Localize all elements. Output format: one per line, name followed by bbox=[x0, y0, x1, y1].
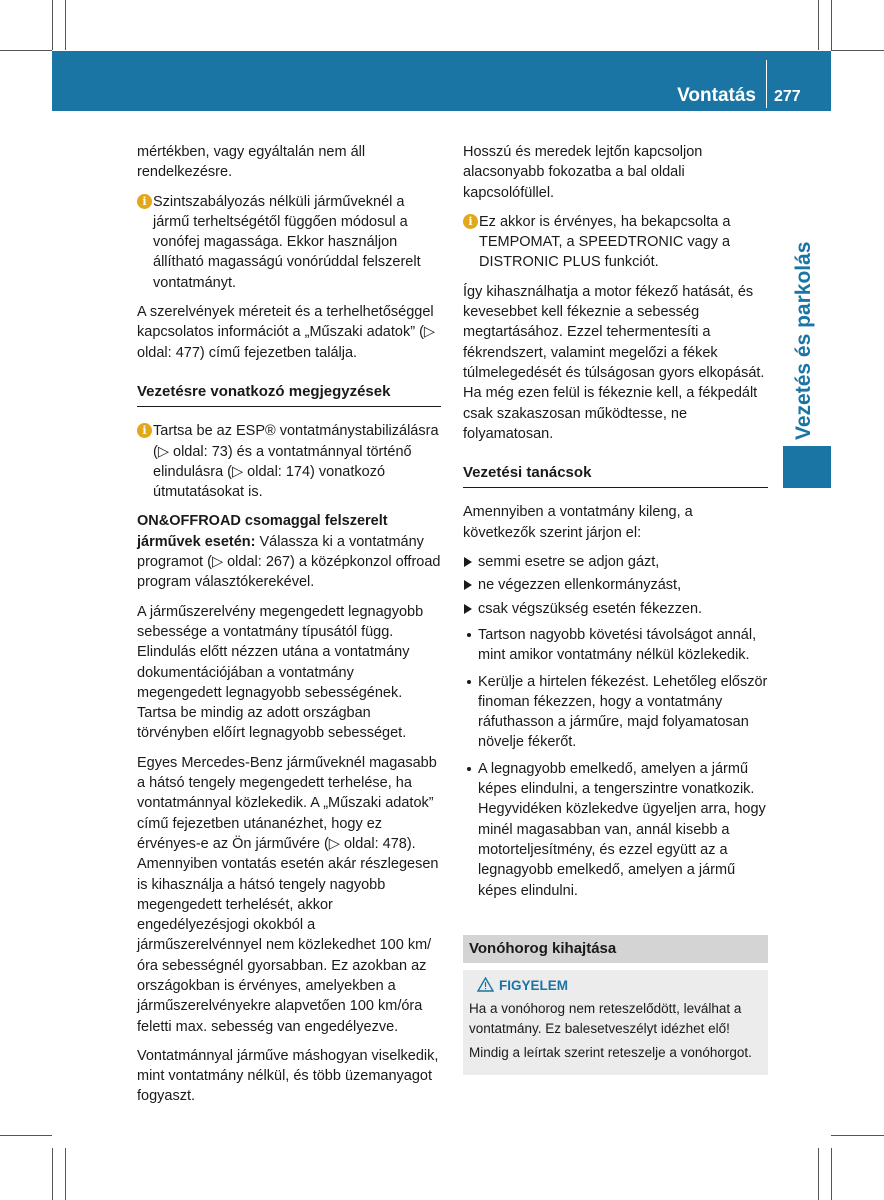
left-column bbox=[137, 142, 441, 1116]
arrow-right-icon bbox=[464, 580, 472, 590]
info-icon: i bbox=[137, 194, 152, 209]
paragraph: mértékben, vagy egyáltalán nem áll rendelkezésre. bbox=[137, 144, 366, 181]
crop-mark bbox=[831, 1135, 884, 1136]
paragraph: Így kihasználhatja a motor fékező hatását, és kevesebbet kell fékeznie a sebesség megtartásához. Ezzel tehermentesíti a fékrendszert, valamint megelőzi a fékek túlmelegedését és túlságosan gyors elkopását. Ha még ezen felül is fékeznie kell, a fékpedált csak szakaszosan működtesse, ne folyamatosan. bbox=[463, 283, 765, 442]
crop-mark bbox=[818, 0, 819, 50]
crop-mark bbox=[65, 1148, 66, 1200]
info-icon: i bbox=[463, 214, 478, 229]
paragraph: Hosszú és meredek lejtőn kapcsoljon alacsonyabb fokozatba a bal oldali kapcsolófüllel. bbox=[463, 144, 703, 201]
crop-mark bbox=[831, 1148, 832, 1200]
page-number: 277 bbox=[774, 88, 801, 105]
bullet-icon bbox=[467, 680, 471, 684]
info-note bbox=[137, 421, 441, 502]
warning-box bbox=[463, 970, 768, 1075]
paragraph bbox=[137, 511, 441, 592]
warning-icon bbox=[477, 977, 494, 992]
warning-title bbox=[469, 976, 762, 996]
crop-mark bbox=[818, 1148, 819, 1200]
section-heading-gray: Vonóhorog kihajtása bbox=[463, 935, 768, 963]
bullet-icon bbox=[467, 767, 471, 771]
list-item: Tartson nagyobb követési távolságot annál, mint amikor vontatmány nélkül közlekedik. bbox=[463, 625, 768, 666]
paragraph: Amennyiben a vontatmány kileng, a következők szerint járjon el: bbox=[463, 504, 693, 541]
section-heading: Vezetésre vonatkozó megjegyzések bbox=[137, 382, 441, 407]
crop-mark bbox=[52, 1148, 53, 1200]
crop-mark bbox=[0, 1135, 52, 1136]
crop-mark bbox=[0, 50, 52, 51]
list-item: csak végszükség esetén fékezzen. bbox=[463, 599, 768, 619]
bullet-list bbox=[463, 625, 768, 901]
warning-text: Mindig a leírtak szerint reteszelje a vonóhorgot. bbox=[469, 1045, 752, 1061]
side-tab-marker bbox=[783, 446, 831, 488]
list-item: ne végezzen ellenkormányzást, bbox=[463, 575, 768, 595]
paragraph: A járműszerelvény megengedett legnagyobb sebessége a vontatmány típusától függ. Elindulás előtt nézzen utána a vontatmány dokumentációjában a vontatmány megengedett legnagyobb sebességének. Tartsa be mindig az adott országban törvényben előírt legnagyobb sebességet. bbox=[137, 603, 424, 742]
info-note bbox=[137, 192, 441, 293]
bullet-icon bbox=[467, 633, 471, 637]
warning-text: Ha a vonóhorog nem reteszelődött, leválhat a vontatmány. Ez balesetveszélyt idézhet elő! bbox=[469, 1001, 742, 1037]
info-note-text: Szintszabályozás nélküli járműveknél a jármű terheltségétől függően módosul a vonófej magassága. Ekkor használjon állítható magasságú vonórúddal felszerelt vontatmányt. bbox=[153, 193, 421, 291]
info-icon: i bbox=[137, 423, 152, 438]
arrow-right-icon bbox=[464, 557, 472, 567]
bold-lead: ON&OFFROAD csomaggal felszerelt járművek esetén: bbox=[137, 513, 388, 550]
side-tab bbox=[792, 241, 832, 440]
list-item: Kerülje a hirtelen fékezést. Lehetőleg először finoman fékezzen, hogy a vontatmány ráfuthasson a járműre, majd folyamatosan növelje fékerőt. bbox=[463, 672, 768, 753]
arrow-right-icon bbox=[464, 604, 472, 614]
crop-mark bbox=[65, 0, 66, 50]
right-column bbox=[463, 142, 768, 1075]
info-note-text: Ez akkor is érvényes, ha bekapcsolta a TEMPOMAT, a SPEEDTRONIC vagy a DISTRONIC PLUS funkciót. bbox=[479, 213, 731, 271]
paragraph: Egyes Mercedes-Benz járműveknél magasabb a hátsó tengely megengedett terhelése, ha vontatmánnyal közlekedik. A „Műszaki adatok” című fejezetben utánanézhet, hogy ez érvényes-e az Ön járművére (▷ oldal: 478). Amennyiben vontatás esetén akár részlegesen is kihasználja a hátsó tengely nagyobb megengedett terhelését, akkor engedélyezésjogi okokból a járműszerelvénnyel nem közlekedhet 100 km/óra sebességnél gyorsabban. Ez azokban az országokban is érvényes, amelyekben a járműszerelvényekre alapvetően 100 km/óra feletti max. sebesség van engedélyezve. bbox=[137, 754, 439, 1035]
crop-mark bbox=[52, 0, 53, 50]
paragraph: A szerelvények méreteit és a terhelhetőséggel kapcsolatos információt a „Műszaki adatok” (▷ oldal: 477) című fejezetben találja. bbox=[137, 304, 436, 361]
info-note bbox=[463, 212, 768, 273]
section-heading: Vezetési tanácsok bbox=[463, 463, 768, 488]
step-list bbox=[463, 552, 768, 619]
paragraph-text: Válassza ki a vontatmány programot (▷ oldal: 267) a középkonzol offroad program választókerekével. bbox=[137, 533, 441, 591]
crop-mark bbox=[831, 0, 832, 50]
warning-title-text: FIGYELEM bbox=[499, 978, 569, 994]
list-item: A legnagyobb emelkedő, amelyen a jármű képes elindulni, a tengerszintre vonatkozik. Hegyvidéken közlekedve ügyeljen arra, hogy minél magasabban van, annál kisebb a motorteljesítmény, és ezzel együtt az a legnagyobb emelkedő, amelyen a jármű képes elindulni. bbox=[463, 759, 768, 901]
paragraph: Vontatmánnyal járműve máshogyan viselkedik, mint vontatmány nélkül, és több üzemanyagot fogyaszt. bbox=[137, 1047, 439, 1105]
list-item: semmi esetre se adjon gázt, bbox=[463, 552, 768, 572]
crop-mark bbox=[831, 50, 884, 51]
header-separator bbox=[766, 60, 767, 108]
side-tab-label: Vezetés és parkolás bbox=[792, 241, 815, 440]
info-note-text: Tartsa be az ESP® vontatmánystabilizálásra (▷ oldal: 73) és a vontatmánnyal történő elindulásra (▷ oldal: 174) vonatkozó útmutatásokat is. bbox=[153, 423, 439, 501]
page-title: Vontatás bbox=[677, 85, 756, 106]
